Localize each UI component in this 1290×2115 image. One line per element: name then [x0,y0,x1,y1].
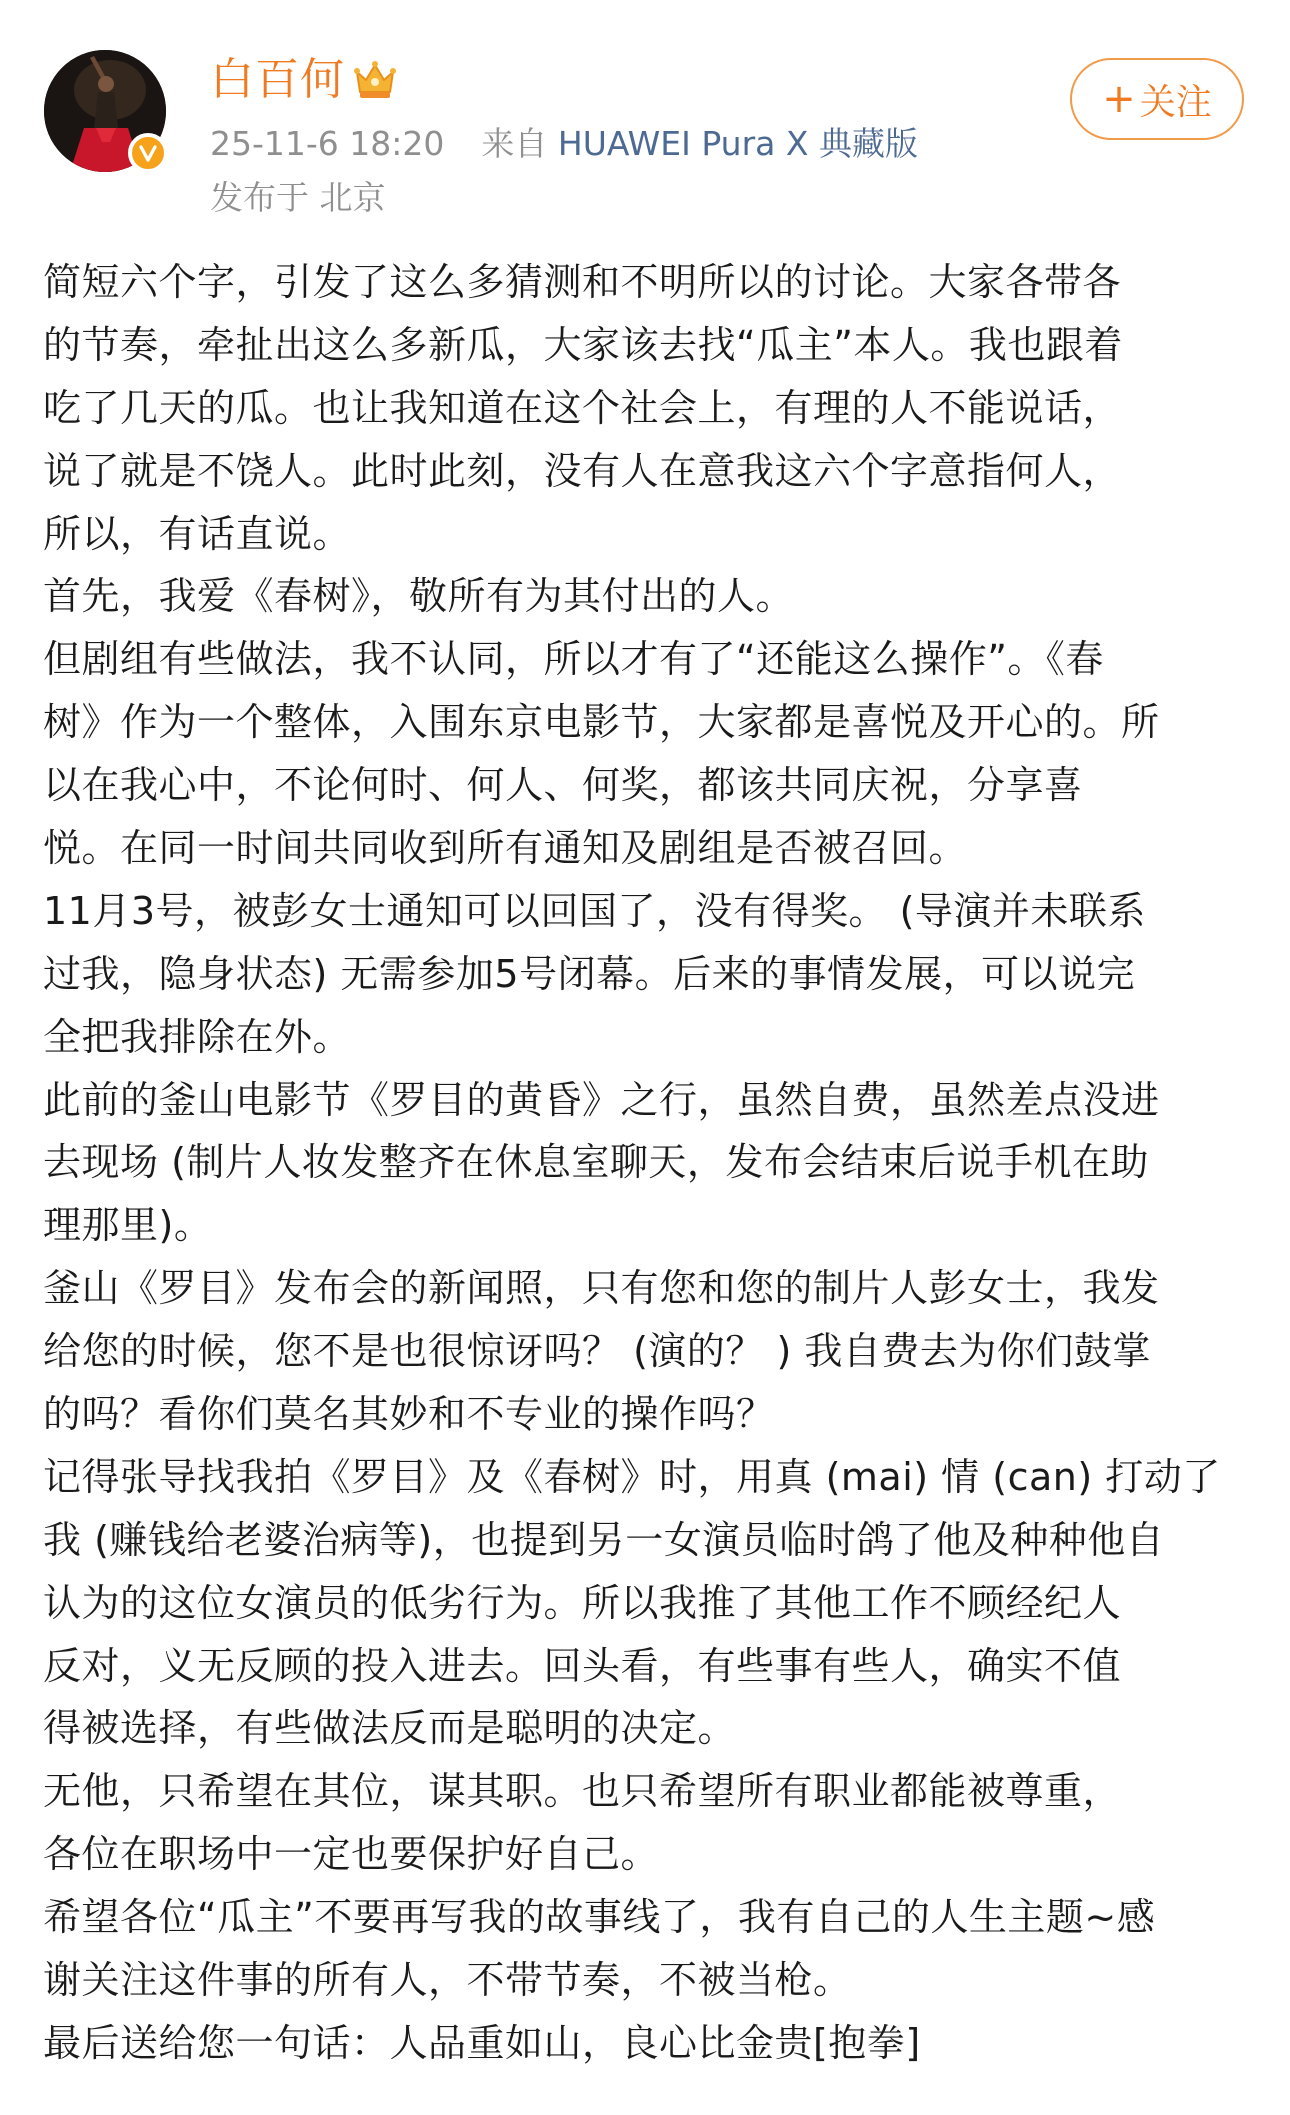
post-text-line: 所以，有话直说。 [43,511,352,556]
post-timestamp: 25-11-6 18:20 [210,124,445,163]
post-header [0,0,1290,230]
post-text-line: 但剧组有些做法，我不认同，所以才有了“还能这么操作”。《春 [43,637,1104,682]
post-text-line: 全把我排除在外。 [43,1014,352,1059]
post-text-line: 简短六个字，引发了这么多猜测和不明所以的讨论。大家各带各 [43,260,1122,304]
post-text-line: 理那里)。 [43,1203,213,1248]
crown-icon [352,58,398,102]
post-text-line: 各位在职场中一定也要保护好自己。 [43,1832,660,1877]
post-text [43,251,1253,2075]
author-name[interactable]: 白百何 [210,54,345,105]
post-text-line: 悦。在同一时间共同收到所有通知及剧组是否被召回。 [43,826,968,871]
post-text-line: 希望各位“瓜主”不要再写我的故事线了，我有自己的人生主题~感 [43,1895,1156,1940]
post-text-line: 11月3号，被彭女士通知可以回国了，没有得奖。 (导演并未联系 [43,888,1146,933]
post-text-line: 无他，只希望在其位，谋其职。也只希望所有职业都能被尊重， [43,1769,1122,1814]
post-text-line: 以在我心中，不论何时、何人、何奖，都该共同庆祝，分享喜 [43,763,1083,808]
post-meta [210,122,918,166]
post-text-line: 认为的这位女演员的低劣行为。所以我推了其他工作不顾经纪人 [43,1580,1122,1625]
post-text-line: 的吗？看你们莫名其妙和不专业的操作吗？ [43,1392,775,1437]
post-text-line: 反对，义无反顾的投入进去。回头看，有些事有些人，确实不值 [43,1643,1122,1688]
post-location: 发布于 北京 [210,178,386,217]
post-text-line: 首先，我爱《春树》，敬所有为其付出的人。 [43,574,795,619]
device-link[interactable]: HUAWEI Pura X 典藏版 [557,124,918,163]
post-text-line: 树》作为一个整体，入围东京电影节，大家都是喜悦及开心的。所 [43,700,1160,745]
post-text-line: 记得张导找我拍《罗目》及《春树》时，用真 (mai) 情 (can) 打动了 [43,1454,1221,1499]
verified-badge-icon [128,133,168,173]
post-text-line: 去现场 (制片人妆发整齐在休息室聊天，发布会结束后说手机在助 [43,1140,1149,1185]
post-text-line: 谢关注这件事的所有人，不带节奏，不被当枪。 [43,1958,852,2003]
post-text-line: 给您的时候，您不是也很惊讶吗？ (演的？ ) 我自费去为你们鼓掌 [43,1329,1151,1374]
post-text-line: 过我，隐身状态) 无需参加5号闭幕。后来的事情发展，可以说完 [43,951,1136,996]
plus-icon: + [1102,76,1136,122]
post-text-line: 的节奏，牵扯出这么多新瓜，大家该去找“瓜主”本人。我也跟着 [43,322,1123,367]
post-text-line: 说了就是不饶人。此时此刻，没有人在意我这六个字意指何人， [43,448,1122,493]
post-text-line: 吃了几天的瓜。也让我知道在这个社会上，有理的人不能说话， [43,385,1122,430]
post-text-line: 此前的釜山电影节《罗目的黄昏》之行，虽然自费，虽然差点没进 [43,1077,1160,1122]
post-text-line: 得被选择，有些做法反而是聪明的决定。 [43,1706,737,1751]
follow-label: 关注 [1139,81,1212,123]
follow-button[interactable] [1070,58,1244,140]
post-text-line: 最后送给您一句话：人品重如山，良心比金贵[抱拳] [43,2020,921,2065]
post-text-line: 我 (赚钱给老婆治病等)，也提到另一女演员临时鸽了他及种种他自 [43,1517,1165,1562]
post-text-line: 釜山《罗目》发布会的新闻照，只有您和您的制片人彭女士，我发 [43,1266,1160,1311]
source-prefix: 来自 [481,124,548,163]
